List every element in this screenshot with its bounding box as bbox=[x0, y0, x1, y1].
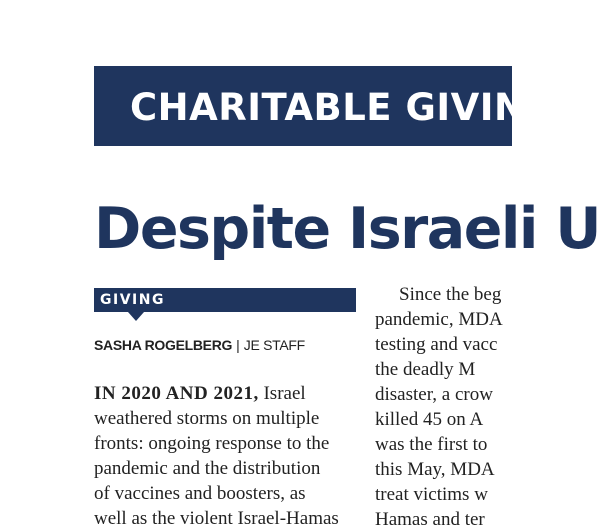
column-line: Since the beg bbox=[399, 284, 502, 305]
byline-separator: | bbox=[236, 337, 240, 353]
column-line: killed 45 on A bbox=[375, 409, 484, 430]
column-line: pandemic, MDA bbox=[375, 309, 503, 330]
banner-title: CHARITABLE GIVIN bbox=[130, 86, 526, 129]
byline-author: SASHA ROGELBERG bbox=[94, 337, 233, 353]
column-line: fronts: ongoing response to the bbox=[94, 433, 330, 454]
article-column-right bbox=[375, 282, 512, 532]
column-line bbox=[94, 381, 356, 406]
column-line: well as the violent Israel-Hamas bbox=[94, 508, 339, 529]
article-column-left bbox=[94, 381, 356, 531]
column-line: the deadly M bbox=[375, 359, 476, 380]
section-banner bbox=[94, 66, 526, 146]
column-line: treat victims w bbox=[375, 484, 488, 505]
column-line: of vaccines and boosters, as bbox=[94, 483, 306, 504]
byline bbox=[94, 336, 305, 354]
column-line: pandemic and the distribution bbox=[94, 458, 321, 479]
byline-staff: JE STAFF bbox=[243, 337, 305, 353]
column-line: testing and vacc bbox=[375, 334, 498, 355]
article-headline: Despite Israeli U bbox=[94, 196, 600, 262]
column-line: disaster, a crow bbox=[375, 384, 493, 405]
section-tag-label: GIVING bbox=[100, 292, 165, 308]
column-line: weathered storms on multiple bbox=[94, 408, 320, 429]
column-line: this May, MDA bbox=[375, 459, 495, 480]
section-tag bbox=[94, 288, 356, 312]
lead-in: IN 2020 AND 2021, bbox=[94, 383, 259, 404]
column-line: was the first to bbox=[375, 434, 488, 455]
column-line-text: Israel bbox=[258, 383, 306, 404]
section-tag-pointer bbox=[128, 312, 144, 321]
column-line: Hamas and ter bbox=[375, 509, 485, 530]
